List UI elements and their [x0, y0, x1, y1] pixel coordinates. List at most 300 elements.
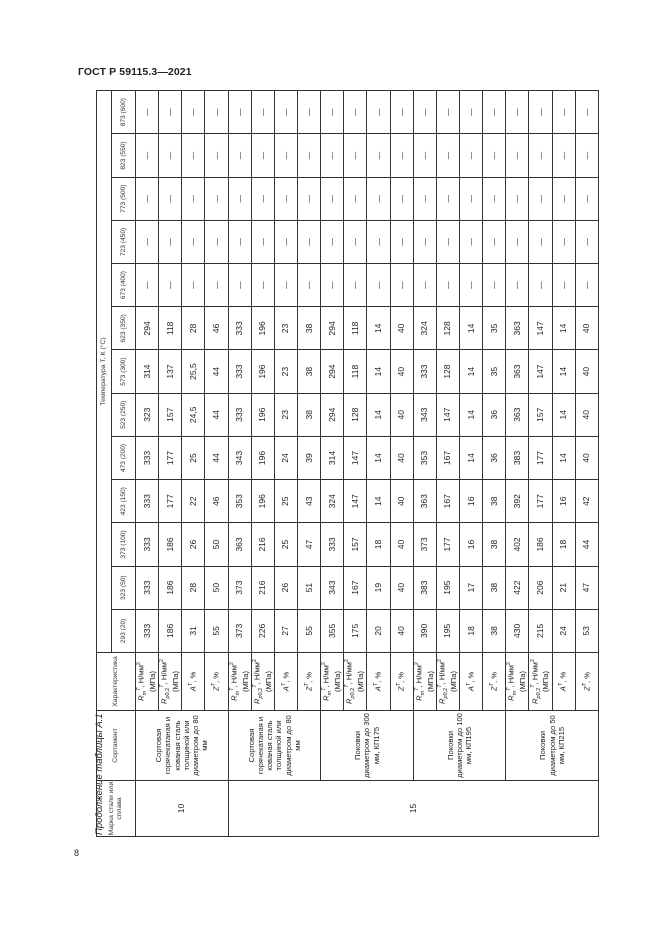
value-cell: — — [413, 134, 436, 177]
temperature-column-header: 323 (50) — [112, 566, 136, 609]
value-cell: 177 — [159, 436, 182, 479]
assortment-cell: Сортовая горячекатаная и кованая сталь толщиной или диаметром до 80 мм — [136, 711, 229, 781]
value-cell: — — [575, 134, 598, 177]
value-cell: — — [205, 220, 228, 263]
value-cell: 333 — [413, 350, 436, 393]
value-cell: 216 — [251, 566, 274, 609]
value-cell: 47 — [297, 523, 320, 566]
value-cell: — — [182, 264, 205, 307]
value-cell: 294 — [321, 350, 344, 393]
value-cell: 373 — [228, 609, 251, 652]
value-cell: — — [390, 90, 413, 133]
value-cell: 40 — [390, 609, 413, 652]
value-cell: 40 — [390, 523, 413, 566]
header-characteristic: Характеристика — [97, 653, 136, 711]
table-row — [321, 90, 344, 836]
value-cell: 195 — [436, 609, 459, 652]
temperature-column-header: 293 (20) — [112, 609, 136, 652]
assortment-cell: Поковки диаметром до 300 мм, КП175 — [321, 711, 414, 781]
value-cell: 333 — [228, 393, 251, 436]
value-cell: — — [390, 220, 413, 263]
value-cell: 28 — [182, 307, 205, 350]
value-cell: 22 — [182, 480, 205, 523]
value-cell: 39 — [297, 436, 320, 479]
value-cell: 186 — [159, 566, 182, 609]
characteristic-cell: $R_m^T$, $Н/мм^2$ (МПа) — [228, 653, 251, 711]
value-cell: 294 — [321, 307, 344, 350]
value-cell: 14 — [367, 393, 390, 436]
value-cell: — — [228, 134, 251, 177]
value-cell: 14 — [367, 480, 390, 523]
value-cell: — — [506, 90, 529, 133]
value-cell: 363 — [506, 350, 529, 393]
value-cell: — — [182, 134, 205, 177]
value-cell: — — [367, 90, 390, 133]
value-cell: — — [251, 90, 274, 133]
value-cell: 23 — [274, 393, 297, 436]
value-cell: — — [483, 90, 506, 133]
value-cell: — — [390, 264, 413, 307]
value-cell: — — [228, 177, 251, 220]
value-cell: 196 — [251, 480, 274, 523]
value-cell: — — [321, 134, 344, 177]
value-cell: — — [436, 134, 459, 177]
value-cell: — — [483, 264, 506, 307]
value-cell: — — [506, 264, 529, 307]
value-cell: 18 — [459, 609, 482, 652]
characteristic-cell: $A^T$, % — [552, 653, 575, 711]
value-cell: — — [344, 90, 367, 133]
characteristic-cell: $A^T$, % — [274, 653, 297, 711]
temperature-column-header: 623 (350) — [112, 307, 136, 350]
value-cell: — — [321, 90, 344, 133]
value-cell: — — [274, 90, 297, 133]
value-cell: 343 — [228, 436, 251, 479]
value-cell: — — [159, 264, 182, 307]
value-cell: 167 — [436, 436, 459, 479]
value-cell: 157 — [159, 393, 182, 436]
value-cell: — — [367, 134, 390, 177]
value-cell: 38 — [297, 350, 320, 393]
value-cell: — — [136, 220, 159, 263]
value-cell: 314 — [136, 350, 159, 393]
value-cell: 147 — [436, 393, 459, 436]
value-cell: 390 — [413, 609, 436, 652]
value-cell: 215 — [529, 609, 552, 652]
value-cell: 25,5 — [182, 350, 205, 393]
value-cell: 38 — [297, 393, 320, 436]
value-cell: 392 — [506, 480, 529, 523]
table-row — [506, 90, 529, 836]
value-cell: — — [205, 177, 228, 220]
value-cell: — — [390, 134, 413, 177]
value-cell: — — [182, 177, 205, 220]
value-cell: 147 — [344, 480, 367, 523]
value-cell: 44 — [205, 436, 228, 479]
grade-cell: 15 — [228, 781, 598, 837]
characteristic-cell: $A^T$, % — [459, 653, 482, 711]
value-cell: — — [552, 177, 575, 220]
characteristic-cell: $R_m^T$, $Н/мм^2$ (МПа) — [136, 653, 159, 711]
value-cell: 333 — [136, 566, 159, 609]
value-cell: — — [436, 177, 459, 220]
value-cell: 40 — [390, 307, 413, 350]
header-grade: Марка стали или сплава — [97, 781, 136, 837]
value-cell: 35 — [483, 307, 506, 350]
value-cell: 363 — [506, 393, 529, 436]
value-cell: 333 — [136, 523, 159, 566]
properties-table — [96, 90, 599, 837]
characteristic-cell: $R_m^T$, $Н/мм^2$ (МПа) — [413, 653, 436, 711]
value-cell: 40 — [390, 566, 413, 609]
value-cell: 333 — [228, 350, 251, 393]
value-cell: — — [344, 134, 367, 177]
temperature-column-header: 873 (600) — [112, 90, 136, 133]
header-assortment: Сортамент — [97, 711, 136, 781]
value-cell: — — [529, 90, 552, 133]
characteristic-cell: $R_{p0,2}^T$, $Н/мм^2$ (МПа) — [436, 653, 459, 711]
value-cell: 40 — [575, 393, 598, 436]
value-cell: 430 — [506, 609, 529, 652]
page-number: 8 — [74, 848, 80, 858]
value-cell: 422 — [506, 566, 529, 609]
value-cell: 27 — [274, 609, 297, 652]
characteristic-cell: $Z^T$, % — [205, 653, 228, 711]
value-cell: 137 — [159, 350, 182, 393]
value-cell: 24,5 — [182, 393, 205, 436]
value-cell: — — [367, 220, 390, 263]
header-temperature: Температура T, К (°С) — [97, 90, 112, 652]
value-cell: 177 — [436, 523, 459, 566]
value-cell: 25 — [274, 523, 297, 566]
value-cell: 55 — [205, 609, 228, 652]
value-cell: 167 — [344, 566, 367, 609]
value-cell: — — [483, 220, 506, 263]
value-cell: 14 — [459, 436, 482, 479]
value-cell: — — [136, 134, 159, 177]
value-cell: — — [159, 134, 182, 177]
value-cell: — — [182, 220, 205, 263]
grade-cell: 10 — [136, 781, 229, 837]
characteristic-cell: $R_m^T$, $Н/мм^2$ (МПа) — [321, 653, 344, 711]
value-cell: — — [182, 90, 205, 133]
value-cell: — — [159, 90, 182, 133]
value-cell: 195 — [436, 566, 459, 609]
value-cell: — — [136, 177, 159, 220]
value-cell: — — [413, 220, 436, 263]
value-cell: 323 — [136, 393, 159, 436]
value-cell: — — [529, 264, 552, 307]
value-cell: 196 — [251, 436, 274, 479]
value-cell: 43 — [297, 480, 320, 523]
value-cell: — — [251, 220, 274, 263]
value-cell: — — [205, 134, 228, 177]
value-cell: 14 — [552, 307, 575, 350]
value-cell: 40 — [575, 436, 598, 479]
value-cell: — — [459, 177, 482, 220]
value-cell: 147 — [344, 436, 367, 479]
value-cell: — — [321, 220, 344, 263]
value-cell: 40 — [575, 307, 598, 350]
value-cell: 383 — [413, 566, 436, 609]
value-cell: 186 — [159, 609, 182, 652]
value-cell: 55 — [297, 609, 320, 652]
characteristic-cell: $R_{p0,2}^T$, $Н/мм^2$ (МПа) — [344, 653, 367, 711]
value-cell: — — [274, 264, 297, 307]
value-cell: — — [506, 220, 529, 263]
value-cell: — — [552, 90, 575, 133]
value-cell: 186 — [159, 523, 182, 566]
assortment-cell: Поковки диаметром до 100 мм, КП195 — [413, 711, 506, 781]
value-cell: — — [297, 220, 320, 263]
temperature-column-header: 723 (450) — [112, 220, 136, 263]
value-cell: 216 — [251, 523, 274, 566]
value-cell: 40 — [390, 393, 413, 436]
value-cell: — — [274, 177, 297, 220]
value-cell: 363 — [413, 480, 436, 523]
value-cell: 23 — [274, 350, 297, 393]
table-row — [136, 90, 159, 836]
value-cell: — — [274, 134, 297, 177]
value-cell: 196 — [251, 307, 274, 350]
value-cell: 167 — [436, 480, 459, 523]
table-row — [413, 90, 436, 836]
characteristic-cell: $Z^T$, % — [390, 653, 413, 711]
value-cell: 314 — [321, 436, 344, 479]
value-cell: 38 — [297, 307, 320, 350]
value-cell: 16 — [459, 480, 482, 523]
value-cell: 38 — [483, 566, 506, 609]
value-cell: — — [159, 177, 182, 220]
value-cell: 53 — [575, 609, 598, 652]
value-cell: — — [159, 220, 182, 263]
value-cell: 373 — [228, 566, 251, 609]
assortment-cell: Поковки диаметром до 50 мм, КП215 — [506, 711, 599, 781]
value-cell: 333 — [321, 523, 344, 566]
value-cell: 363 — [506, 307, 529, 350]
value-cell: — — [297, 177, 320, 220]
value-cell: 147 — [529, 350, 552, 393]
temperature-column-header: 823 (550) — [112, 134, 136, 177]
value-cell: 40 — [390, 350, 413, 393]
value-cell: — — [529, 134, 552, 177]
value-cell: — — [136, 264, 159, 307]
value-cell: 26 — [182, 523, 205, 566]
value-cell: 36 — [483, 436, 506, 479]
value-cell: 40 — [575, 350, 598, 393]
value-cell: 324 — [321, 480, 344, 523]
value-cell: — — [251, 264, 274, 307]
value-cell: — — [228, 264, 251, 307]
value-cell: 157 — [529, 393, 552, 436]
value-cell: — — [483, 177, 506, 220]
value-cell: 51 — [297, 566, 320, 609]
value-cell: 24 — [552, 609, 575, 652]
characteristic-cell: $A^T$, % — [367, 653, 390, 711]
value-cell: — — [344, 264, 367, 307]
value-cell: 28 — [182, 566, 205, 609]
characteristic-cell: $R_{p0,2}^T$, $Н/мм^2$ (МПа) — [159, 653, 182, 711]
value-cell: — — [459, 90, 482, 133]
value-cell: 373 — [413, 523, 436, 566]
value-cell: 14 — [367, 307, 390, 350]
value-cell: 186 — [529, 523, 552, 566]
value-cell: — — [552, 264, 575, 307]
value-cell: — — [413, 177, 436, 220]
value-cell: 40 — [390, 436, 413, 479]
temperature-column-header: 573 (300) — [112, 350, 136, 393]
value-cell: 46 — [205, 480, 228, 523]
value-cell: — — [321, 177, 344, 220]
value-cell: 177 — [529, 436, 552, 479]
value-cell: 40 — [390, 480, 413, 523]
value-cell: — — [506, 134, 529, 177]
value-cell: — — [413, 90, 436, 133]
temperature-column-header: 373 (100) — [112, 523, 136, 566]
value-cell: — — [459, 220, 482, 263]
value-cell: 25 — [274, 480, 297, 523]
table-row — [228, 90, 251, 836]
value-cell: — — [297, 134, 320, 177]
value-cell: 18 — [367, 523, 390, 566]
value-cell: 157 — [344, 523, 367, 566]
value-cell: — — [436, 90, 459, 133]
characteristic-cell: $Z^T$, % — [575, 653, 598, 711]
value-cell: 353 — [228, 480, 251, 523]
document-number: ГОСТ Р 59115.3—2021 — [78, 66, 192, 78]
value-cell: 17 — [459, 566, 482, 609]
characteristic-cell: $R_{p0,2}^T$, $Н/мм^2$ (МПа) — [251, 653, 274, 711]
value-cell: — — [459, 134, 482, 177]
value-cell: 21 — [552, 566, 575, 609]
value-cell: 14 — [459, 393, 482, 436]
value-cell: — — [390, 177, 413, 220]
value-cell: — — [344, 220, 367, 263]
value-cell: 294 — [136, 307, 159, 350]
value-cell: 44 — [575, 523, 598, 566]
value-cell: 23 — [274, 307, 297, 350]
value-cell: 128 — [344, 393, 367, 436]
value-cell: 50 — [205, 523, 228, 566]
value-cell: 128 — [436, 350, 459, 393]
value-cell: 147 — [529, 307, 552, 350]
value-cell: 25 — [182, 436, 205, 479]
value-cell: 196 — [251, 393, 274, 436]
value-cell: 31 — [182, 609, 205, 652]
value-cell: 42 — [575, 480, 598, 523]
value-cell: — — [459, 264, 482, 307]
value-cell: 333 — [136, 609, 159, 652]
characteristic-cell: $R_m^T$, $Н/мм^2$ (МПа) — [506, 653, 529, 711]
table-caption: Продолжение таблицы А.1 — [94, 713, 105, 835]
value-cell: — — [321, 264, 344, 307]
value-cell: — — [367, 264, 390, 307]
assortment-cell: Сортовая горячекатаная и кованая сталь толщиной или диаметром до 80 мм — [228, 711, 321, 781]
value-cell: 19 — [367, 566, 390, 609]
value-cell: 44 — [205, 350, 228, 393]
value-cell: 44 — [205, 393, 228, 436]
value-cell: 294 — [321, 393, 344, 436]
value-cell: 14 — [552, 393, 575, 436]
value-cell: 18 — [552, 523, 575, 566]
temperature-column-header: 673 (400) — [112, 264, 136, 307]
value-cell: 333 — [228, 307, 251, 350]
value-cell: — — [436, 264, 459, 307]
value-cell: 175 — [344, 609, 367, 652]
temperature-column-header: 423 (150) — [112, 480, 136, 523]
value-cell: 24 — [274, 436, 297, 479]
value-cell: 343 — [413, 393, 436, 436]
value-cell: — — [575, 220, 598, 263]
value-cell: 16 — [552, 480, 575, 523]
value-cell: 14 — [552, 436, 575, 479]
value-cell: — — [274, 220, 297, 263]
temperature-column-header: 523 (250) — [112, 393, 136, 436]
value-cell: 16 — [459, 523, 482, 566]
characteristic-cell: $R_{p0,2}^T$, $Н/мм^2$ (МПа) — [529, 653, 552, 711]
value-cell: — — [529, 220, 552, 263]
value-cell: 206 — [529, 566, 552, 609]
value-cell: 333 — [136, 480, 159, 523]
value-cell: 14 — [552, 350, 575, 393]
value-cell: — — [297, 90, 320, 133]
value-cell: 50 — [205, 566, 228, 609]
value-cell: — — [413, 264, 436, 307]
value-cell: 333 — [136, 436, 159, 479]
value-cell: 20 — [367, 609, 390, 652]
value-cell: 14 — [459, 307, 482, 350]
value-cell: — — [506, 177, 529, 220]
value-cell: — — [136, 90, 159, 133]
value-cell: 14 — [459, 350, 482, 393]
value-cell: — — [436, 220, 459, 263]
value-cell: 118 — [344, 307, 367, 350]
value-cell: — — [251, 134, 274, 177]
value-cell: 226 — [251, 609, 274, 652]
value-cell: — — [205, 90, 228, 133]
value-cell: 353 — [413, 436, 436, 479]
value-cell: 177 — [529, 480, 552, 523]
value-cell: — — [575, 177, 598, 220]
value-cell: — — [575, 264, 598, 307]
value-cell: 363 — [228, 523, 251, 566]
value-cell: 118 — [159, 307, 182, 350]
value-cell: 47 — [575, 566, 598, 609]
value-cell: 38 — [483, 523, 506, 566]
value-cell: 343 — [321, 566, 344, 609]
value-cell: — — [228, 220, 251, 263]
value-cell: 383 — [506, 436, 529, 479]
value-cell: 36 — [483, 393, 506, 436]
characteristic-cell: $Z^T$, % — [297, 653, 320, 711]
value-cell: 128 — [436, 307, 459, 350]
value-cell: 324 — [413, 307, 436, 350]
value-cell: — — [205, 264, 228, 307]
value-cell: — — [228, 90, 251, 133]
value-cell: — — [251, 177, 274, 220]
value-cell: — — [483, 134, 506, 177]
value-cell: — — [552, 220, 575, 263]
rotated-table-wrapper — [96, 91, 599, 837]
value-cell: 14 — [367, 350, 390, 393]
value-cell: 402 — [506, 523, 529, 566]
value-cell: — — [552, 134, 575, 177]
value-cell: — — [529, 177, 552, 220]
value-cell: 38 — [483, 609, 506, 652]
value-cell: 38 — [483, 480, 506, 523]
value-cell: — — [575, 90, 598, 133]
value-cell: — — [344, 177, 367, 220]
